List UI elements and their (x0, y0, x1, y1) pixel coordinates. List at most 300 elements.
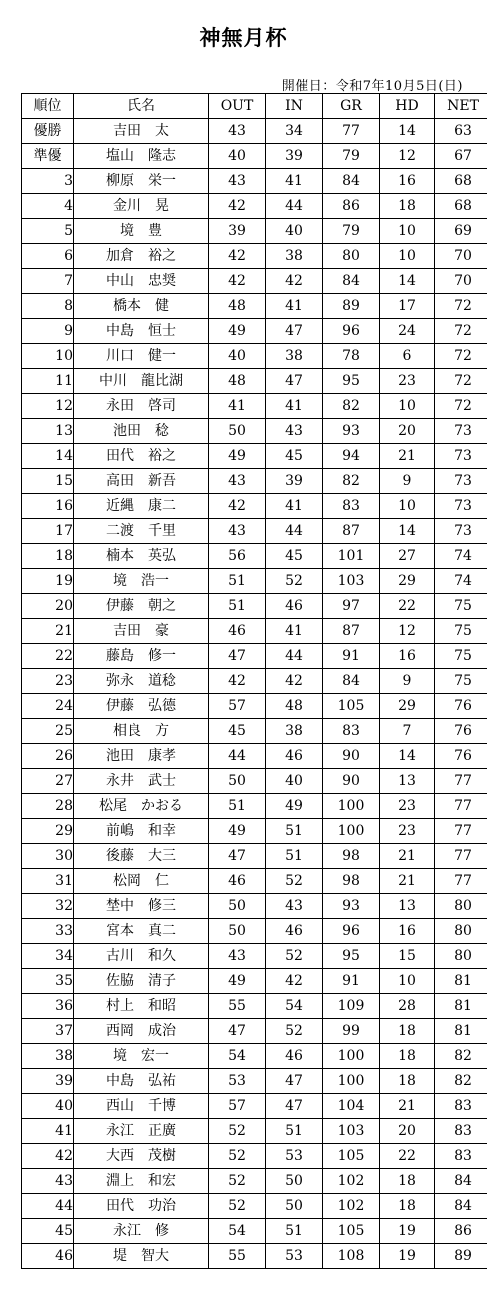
cell-in: 52 (266, 869, 323, 894)
cell-rank: 43 (22, 1169, 74, 1194)
cell-net: 73 (435, 494, 487, 519)
table-row (22, 1219, 487, 1244)
header-rank: 順位 (22, 94, 74, 119)
cell-in: 51 (266, 1119, 323, 1144)
cell-hd: 29 (380, 694, 435, 719)
cell-in: 52 (266, 569, 323, 594)
cell-hd: 18 (380, 1019, 435, 1044)
table-row (22, 544, 487, 569)
cell-net: 68 (435, 169, 487, 194)
cell-net: 69 (435, 219, 487, 244)
cell-net: 75 (435, 619, 487, 644)
cell-rank: 39 (22, 1069, 74, 1094)
cell-name: 橋本 健 (74, 294, 209, 319)
cell-name: 田代 功治 (74, 1194, 209, 1219)
cell-hd: 23 (380, 794, 435, 819)
table-row (22, 519, 487, 544)
cell-gr: 102 (323, 1194, 380, 1219)
cell-rank: 17 (22, 519, 74, 544)
cell-gr: 103 (323, 569, 380, 594)
cell-gr: 96 (323, 919, 380, 944)
cell-net: 76 (435, 744, 487, 769)
cell-out: 54 (209, 1044, 266, 1069)
cell-hd: 13 (380, 894, 435, 919)
cell-out: 51 (209, 794, 266, 819)
cell-name: 淵上 和宏 (74, 1169, 209, 1194)
cell-in: 40 (266, 769, 323, 794)
table-row (22, 394, 487, 419)
cell-net: 83 (435, 1144, 487, 1169)
cell-net: 77 (435, 844, 487, 869)
cell-rank: 15 (22, 469, 74, 494)
cell-in: 51 (266, 819, 323, 844)
table-row (22, 894, 487, 919)
cell-in: 51 (266, 1219, 323, 1244)
cell-gr: 91 (323, 969, 380, 994)
cell-in: 46 (266, 1044, 323, 1069)
cell-out: 50 (209, 919, 266, 944)
cell-rank: 37 (22, 1019, 74, 1044)
cell-name: 古川 和久 (74, 944, 209, 969)
cell-gr: 97 (323, 594, 380, 619)
cell-out: 56 (209, 544, 266, 569)
cell-rank: 36 (22, 994, 74, 1019)
cell-net: 83 (435, 1094, 487, 1119)
cell-rank: 42 (22, 1144, 74, 1169)
cell-in: 42 (266, 669, 323, 694)
cell-name: 高田 新吾 (74, 469, 209, 494)
cell-in: 50 (266, 1169, 323, 1194)
cell-rank: 4 (22, 194, 74, 219)
cell-gr: 77 (323, 119, 380, 144)
cell-in: 49 (266, 794, 323, 819)
cell-out: 43 (209, 944, 266, 969)
cell-name: 楠本 英弘 (74, 544, 209, 569)
cell-hd: 14 (380, 269, 435, 294)
cell-rank: 18 (22, 544, 74, 569)
cell-hd: 24 (380, 319, 435, 344)
cell-name: 西岡 成治 (74, 1019, 209, 1044)
cell-rank: 16 (22, 494, 74, 519)
cell-out: 49 (209, 819, 266, 844)
cell-rank: 40 (22, 1094, 74, 1119)
cell-gr: 98 (323, 844, 380, 869)
cell-name: 中山 忠奨 (74, 269, 209, 294)
cell-in: 41 (266, 394, 323, 419)
cell-in: 46 (266, 744, 323, 769)
cell-hd: 23 (380, 819, 435, 844)
table-header (22, 94, 487, 119)
cell-rank: 13 (22, 419, 74, 444)
cell-net: 70 (435, 244, 487, 269)
cell-name: 西山 千博 (74, 1094, 209, 1119)
cell-rank: 7 (22, 269, 74, 294)
cell-out: 42 (209, 269, 266, 294)
cell-name: 池田 康孝 (74, 744, 209, 769)
cell-gr: 99 (323, 1019, 380, 1044)
table-row (22, 1144, 487, 1169)
table-row (22, 569, 487, 594)
cell-net: 76 (435, 719, 487, 744)
cell-rank: 23 (22, 669, 74, 694)
cell-out: 42 (209, 194, 266, 219)
cell-out: 52 (209, 1169, 266, 1194)
cell-net: 72 (435, 294, 487, 319)
cell-hd: 10 (380, 969, 435, 994)
cell-rank: 33 (22, 919, 74, 944)
cell-rank: 31 (22, 869, 74, 894)
header-name: 氏名 (74, 94, 209, 119)
cell-out: 41 (209, 394, 266, 419)
cell-name: 後藤 大三 (74, 844, 209, 869)
cell-hd: 18 (380, 1044, 435, 1069)
header-in: IN (266, 94, 323, 119)
cell-name: 境 豊 (74, 219, 209, 244)
table-row (22, 1044, 487, 1069)
cell-out: 51 (209, 594, 266, 619)
cell-name: 永田 啓司 (74, 394, 209, 419)
cell-name: 松尾 かおる (74, 794, 209, 819)
cell-name: 中川 龍比湖 (74, 369, 209, 394)
cell-in: 47 (266, 1094, 323, 1119)
cell-in: 43 (266, 419, 323, 444)
cell-out: 52 (209, 1194, 266, 1219)
cell-name: 吉田 太 (74, 119, 209, 144)
cell-name: 宮本 真二 (74, 919, 209, 944)
cell-name: 堤 智大 (74, 1244, 209, 1269)
table-row (22, 644, 487, 669)
cell-name: 松岡 仁 (74, 869, 209, 894)
cell-rank: 5 (22, 219, 74, 244)
cell-in: 47 (266, 319, 323, 344)
table-row (22, 319, 487, 344)
cell-net: 73 (435, 444, 487, 469)
cell-name: 永江 修 (74, 1219, 209, 1244)
cell-hd: 22 (380, 1144, 435, 1169)
cell-in: 52 (266, 1019, 323, 1044)
table-row (22, 719, 487, 744)
cell-hd: 10 (380, 219, 435, 244)
cell-in: 39 (266, 144, 323, 169)
table-row (22, 869, 487, 894)
cell-rank: 11 (22, 369, 74, 394)
cell-in: 38 (266, 244, 323, 269)
cell-hd: 16 (380, 919, 435, 944)
cell-name: 中島 弘祐 (74, 1069, 209, 1094)
cell-name: 金川 晃 (74, 194, 209, 219)
cell-name: 埜中 修三 (74, 894, 209, 919)
cell-name: 永江 正廣 (74, 1119, 209, 1144)
cell-net: 77 (435, 819, 487, 844)
cell-in: 47 (266, 369, 323, 394)
cell-in: 43 (266, 894, 323, 919)
cell-out: 55 (209, 994, 266, 1019)
cell-in: 44 (266, 194, 323, 219)
cell-name: 相良 方 (74, 719, 209, 744)
cell-hd: 21 (380, 869, 435, 894)
cell-hd: 18 (380, 1069, 435, 1094)
event-date: 開催日：令和7年10月5日(日) (281, 79, 463, 94)
page-title: 神無月杯 (199, 25, 288, 50)
cell-rank: 8 (22, 294, 74, 319)
table-row (22, 494, 487, 519)
cell-out: 40 (209, 344, 266, 369)
cell-gr: 89 (323, 294, 380, 319)
table-row (22, 844, 487, 869)
table-row (22, 194, 487, 219)
cell-in: 38 (266, 344, 323, 369)
cell-net: 73 (435, 519, 487, 544)
cell-out: 57 (209, 1094, 266, 1119)
cell-net: 86 (435, 1219, 487, 1244)
cell-out: 55 (209, 1244, 266, 1269)
cell-gr: 100 (323, 1069, 380, 1094)
cell-hd: 10 (380, 244, 435, 269)
cell-gr: 103 (323, 1119, 380, 1144)
cell-name: 村上 和昭 (74, 994, 209, 1019)
cell-hd: 14 (380, 519, 435, 544)
table-row (22, 1194, 487, 1219)
table-row (22, 244, 487, 269)
cell-out: 50 (209, 894, 266, 919)
cell-rank: 28 (22, 794, 74, 819)
cell-net: 72 (435, 394, 487, 419)
cell-net: 73 (435, 419, 487, 444)
cell-net: 75 (435, 644, 487, 669)
table-row (22, 1119, 487, 1144)
cell-out: 39 (209, 219, 266, 244)
cell-out: 43 (209, 469, 266, 494)
cell-in: 45 (266, 444, 323, 469)
cell-gr: 100 (323, 819, 380, 844)
cell-hd: 28 (380, 994, 435, 1019)
cell-hd: 10 (380, 494, 435, 519)
table-row (22, 119, 487, 144)
table-row (22, 419, 487, 444)
table-row (22, 1094, 487, 1119)
header-out: OUT (209, 94, 266, 119)
cell-in: 38 (266, 719, 323, 744)
cell-name: 池田 稔 (74, 419, 209, 444)
cell-gr: 93 (323, 894, 380, 919)
cell-hd: 19 (380, 1244, 435, 1269)
cell-hd: 19 (380, 1219, 435, 1244)
table-row (22, 144, 487, 169)
cell-in: 51 (266, 844, 323, 869)
table-row (22, 294, 487, 319)
table-row (22, 469, 487, 494)
cell-in: 54 (266, 994, 323, 1019)
table-row (22, 1019, 487, 1044)
cell-net: 81 (435, 994, 487, 1019)
cell-out: 50 (209, 769, 266, 794)
cell-name: 弥永 道稔 (74, 669, 209, 694)
cell-in: 47 (266, 1069, 323, 1094)
cell-in: 41 (266, 294, 323, 319)
cell-out: 48 (209, 369, 266, 394)
cell-hd: 13 (380, 769, 435, 794)
cell-gr: 79 (323, 144, 380, 169)
table-row (22, 169, 487, 194)
cell-out: 49 (209, 969, 266, 994)
cell-name: 伊藤 弘德 (74, 694, 209, 719)
table-row (22, 1169, 487, 1194)
cell-hd: 29 (380, 569, 435, 594)
cell-rank: 38 (22, 1044, 74, 1069)
table-row (22, 919, 487, 944)
cell-net: 84 (435, 1194, 487, 1219)
cell-net: 81 (435, 969, 487, 994)
cell-name: 近縄 康二 (74, 494, 209, 519)
cell-gr: 108 (323, 1244, 380, 1269)
cell-rank: 20 (22, 594, 74, 619)
table-row (22, 994, 487, 1019)
cell-in: 53 (266, 1244, 323, 1269)
cell-gr: 91 (323, 644, 380, 669)
cell-net: 82 (435, 1069, 487, 1094)
cell-hd: 20 (380, 1119, 435, 1144)
cell-name: 塩山 隆志 (74, 144, 209, 169)
table-body (22, 119, 487, 1269)
cell-hd: 16 (380, 169, 435, 194)
cell-name: 大西 茂樹 (74, 1144, 209, 1169)
cell-rank: 32 (22, 894, 74, 919)
cell-gr: 105 (323, 1219, 380, 1244)
cell-net: 74 (435, 544, 487, 569)
table-row (22, 969, 487, 994)
cell-in: 44 (266, 644, 323, 669)
cell-name: 田代 裕之 (74, 444, 209, 469)
cell-rank: 26 (22, 744, 74, 769)
cell-gr: 90 (323, 769, 380, 794)
cell-hd: 22 (380, 594, 435, 619)
cell-net: 74 (435, 569, 487, 594)
cell-in: 42 (266, 269, 323, 294)
cell-hd: 10 (380, 394, 435, 419)
cell-rank: 44 (22, 1194, 74, 1219)
table-row (22, 769, 487, 794)
cell-gr: 105 (323, 694, 380, 719)
cell-hd: 12 (380, 144, 435, 169)
cell-net: 80 (435, 944, 487, 969)
cell-out: 45 (209, 719, 266, 744)
cell-in: 45 (266, 544, 323, 569)
table-row (22, 369, 487, 394)
cell-net: 89 (435, 1244, 487, 1269)
cell-gr: 82 (323, 469, 380, 494)
cell-out: 46 (209, 869, 266, 894)
cell-name: 佐脇 清子 (74, 969, 209, 994)
cell-gr: 84 (323, 269, 380, 294)
cell-out: 43 (209, 169, 266, 194)
cell-net: 63 (435, 119, 487, 144)
cell-net: 70 (435, 269, 487, 294)
table-row (22, 744, 487, 769)
cell-gr: 98 (323, 869, 380, 894)
cell-net: 68 (435, 194, 487, 219)
cell-rank: 25 (22, 719, 74, 744)
table-row (22, 694, 487, 719)
cell-in: 40 (266, 219, 323, 244)
cell-gr: 105 (323, 1144, 380, 1169)
cell-gr: 87 (323, 519, 380, 544)
cell-gr: 104 (323, 1094, 380, 1119)
cell-net: 76 (435, 694, 487, 719)
cell-gr: 82 (323, 394, 380, 419)
cell-net: 73 (435, 469, 487, 494)
cell-name: 二渡 千里 (74, 519, 209, 544)
cell-gr: 101 (323, 544, 380, 569)
cell-out: 40 (209, 144, 266, 169)
cell-hd: 21 (380, 1094, 435, 1119)
cell-gr: 95 (323, 944, 380, 969)
cell-gr: 102 (323, 1169, 380, 1194)
cell-net: 82 (435, 1044, 487, 1069)
cell-net: 83 (435, 1119, 487, 1144)
cell-in: 42 (266, 969, 323, 994)
cell-out: 51 (209, 569, 266, 594)
cell-rank: 12 (22, 394, 74, 419)
cell-name: 中島 恒士 (74, 319, 209, 344)
cell-net: 72 (435, 369, 487, 394)
cell-gr: 84 (323, 169, 380, 194)
cell-out: 42 (209, 669, 266, 694)
cell-name: 加倉 裕之 (74, 244, 209, 269)
cell-out: 52 (209, 1144, 266, 1169)
cell-out: 49 (209, 444, 266, 469)
cell-net: 81 (435, 1019, 487, 1044)
cell-hd: 15 (380, 944, 435, 969)
cell-in: 46 (266, 594, 323, 619)
cell-rank: 34 (22, 944, 74, 969)
cell-net: 80 (435, 919, 487, 944)
table-row (22, 344, 487, 369)
cell-gr: 96 (323, 319, 380, 344)
cell-out: 48 (209, 294, 266, 319)
cell-net: 75 (435, 669, 487, 694)
cell-rank: 優勝 (22, 119, 74, 144)
cell-hd: 9 (380, 669, 435, 694)
cell-gr: 95 (323, 369, 380, 394)
cell-out: 52 (209, 1119, 266, 1144)
cell-hd: 9 (380, 469, 435, 494)
cell-in: 44 (266, 519, 323, 544)
cell-name: 境 浩一 (74, 569, 209, 594)
cell-out: 50 (209, 419, 266, 444)
cell-in: 41 (266, 619, 323, 644)
cell-rank: 46 (22, 1244, 74, 1269)
cell-in: 41 (266, 494, 323, 519)
cell-out: 46 (209, 619, 266, 644)
table-row (22, 444, 487, 469)
table-row (22, 819, 487, 844)
cell-hd: 12 (380, 619, 435, 644)
cell-net: 77 (435, 794, 487, 819)
table-row (22, 669, 487, 694)
cell-net: 72 (435, 319, 487, 344)
cell-in: 52 (266, 944, 323, 969)
cell-in: 48 (266, 694, 323, 719)
cell-out: 42 (209, 244, 266, 269)
cell-name: 伊藤 朝之 (74, 594, 209, 619)
header-hd: HD (380, 94, 435, 119)
cell-hd: 6 (380, 344, 435, 369)
cell-gr: 100 (323, 794, 380, 819)
cell-rank: 10 (22, 344, 74, 369)
cell-out: 44 (209, 744, 266, 769)
cell-gr: 94 (323, 444, 380, 469)
results-table (21, 93, 487, 1269)
